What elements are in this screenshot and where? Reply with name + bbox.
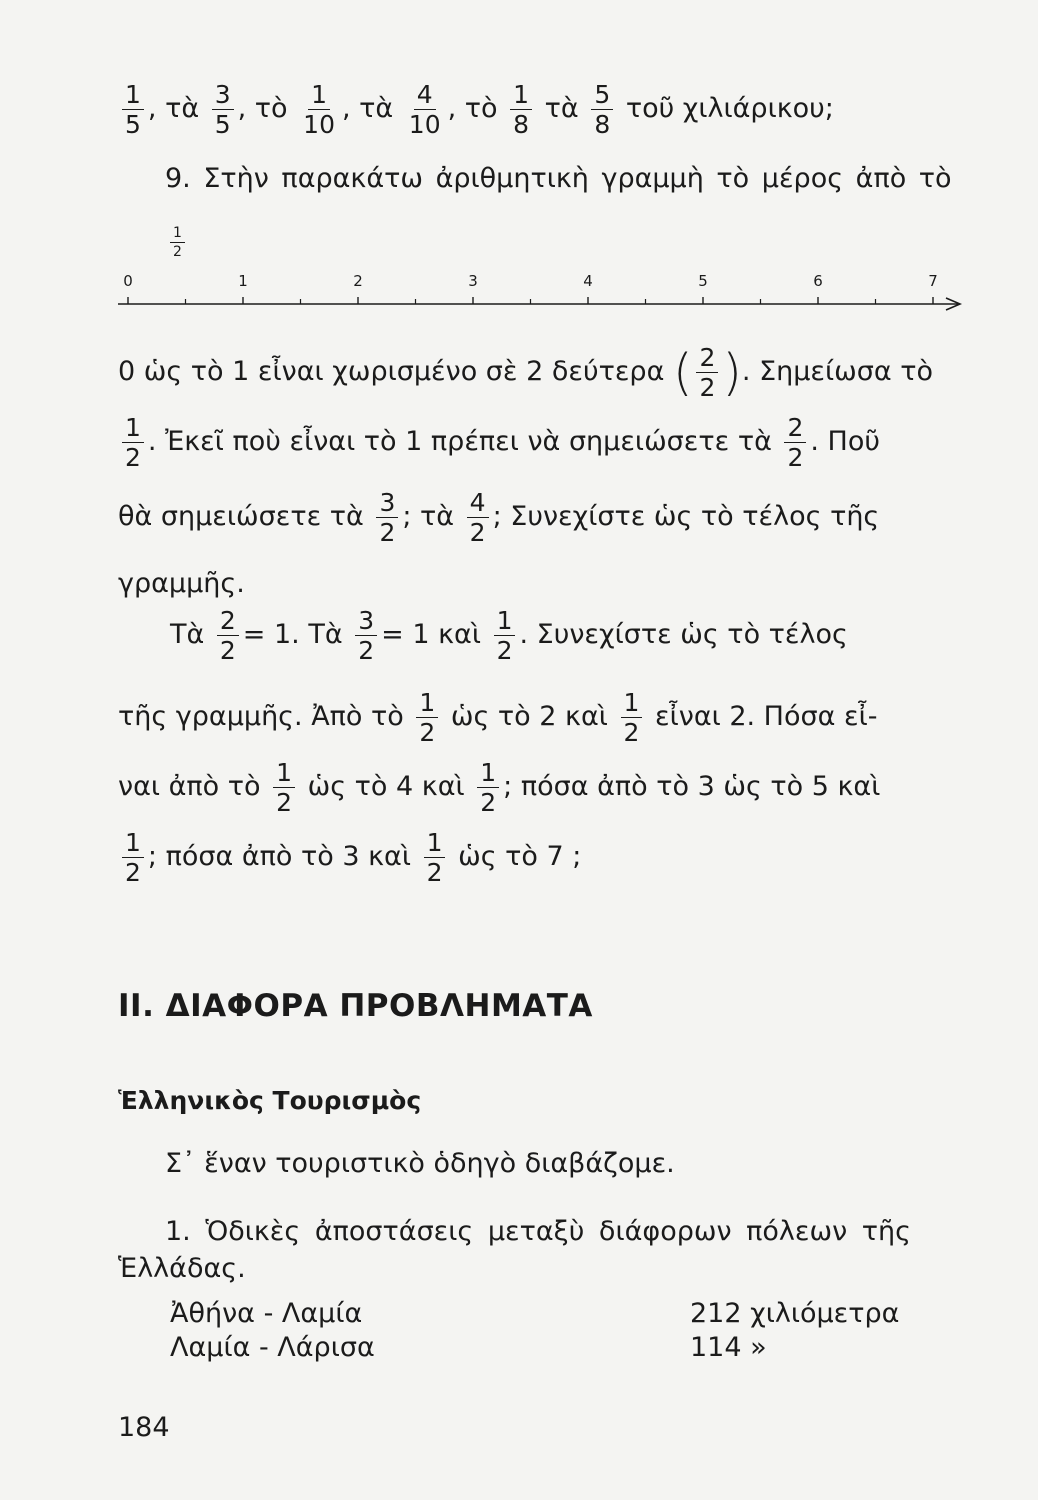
small-half-fraction: $\frac{1}{2}$	[166, 226, 189, 259]
text-line: 0 ὡς τὸ 1 εἶναι χωρισμένο σὲ 2 δεύτερα ( $\frac{2}{2}$ ). Σημείωσα τὸ	[118, 343, 934, 402]
paragraph: Ἑλλάδας.	[118, 1253, 246, 1284]
fraction: $\frac{1}{10}$	[303, 80, 335, 139]
exercise-9-text: 9. Στὴν παρακάτω ἀριθμητικὴ γραμμὴ τὸ μέρος ἀπὸ τὸ	[165, 163, 952, 194]
text-line: τῆς γραμμῆς. Ἀπὸ τὸ $\frac{1}{2}$ ὡς τὸ 2 καὶ $\frac{1}{2}$ εἶναι 2. Πόσα εἶ-	[118, 688, 878, 747]
fraction: $\frac{1}{2}$	[477, 760, 499, 815]
distance-value: 114 »	[690, 1332, 767, 1363]
paragraph: Σ᾽ ἕναν τουριστικὸ ὁδηγὸ διαβάζομε.	[165, 1148, 675, 1179]
number-line-label: 1	[238, 272, 248, 290]
text-line: γραμμῆς.	[118, 568, 245, 599]
distance-value: 212 χιλιόμετρα	[690, 1298, 900, 1329]
fraction: $\frac{2}{2}$	[784, 415, 806, 470]
fraction: $\frac{2}{2}$	[696, 345, 718, 400]
number-line-label: 4	[583, 272, 593, 290]
number-line-label: 5	[698, 272, 708, 290]
section-heading: II. ΔΙΑΦΟΡΑ ΠΡΟΒΛΗΜΑΤΑ	[118, 988, 593, 1024]
fraction: $\frac{5}{8}$	[591, 82, 613, 137]
fraction: $\frac{4}{2}$	[467, 490, 489, 545]
text-line: $\frac{1}{2}$ ; πόσα ἀπὸ τὸ 3 καὶ $\frac{1}{2}$ ὡς τὸ 7 ;	[118, 830, 581, 885]
distance-route: Ἀθήνα - Λαμία	[170, 1298, 363, 1329]
number-line-label: 7	[928, 272, 938, 290]
fraction: $\frac{1}{2}$	[122, 830, 144, 885]
text-line: θὰ σημειώσετε τὰ $\frac{3}{2}$ ; τὰ $\frac{4}{2}$ ; Συνεχίστε ὡς τὸ τέλος τῆς	[118, 488, 880, 547]
fraction: $\frac{1}{2}$	[122, 415, 144, 470]
fraction: $\frac{3}{2}$	[376, 490, 398, 545]
text-line: Τὰ $\frac{2}{2}$ = 1. Τὰ $\frac{3}{2}$ = 1 καὶ $\frac{1}{2}$ . Συνεχίστε ὡς τὸ τέλος	[170, 606, 848, 665]
distance-route: Λαμία - Λάρισα	[170, 1332, 375, 1363]
fraction: $\frac{1}{2}$	[273, 760, 295, 815]
number-line-label: 6	[813, 272, 823, 290]
number-line-label: 2	[353, 272, 363, 290]
paragraph: 1. Ὁδικὲς ἀποστάσεις μεταξὺ διάφορων πόλεων τῆς	[165, 1216, 911, 1247]
fraction: $\frac{3}{2}$	[355, 608, 377, 663]
fraction: $\frac{1}{2}$	[494, 608, 516, 663]
fractions-line: $\frac{1}{5}$ , τὰ $\frac{3}{5}$ , τὸ $\frac{1}{10}$ , τὰ $\frac{4}{10}$ , τὸ $\frac{1}{8}$ τὰ $\frac{5}{8}$ τοῦ χιλιάρικου;	[118, 82, 834, 137]
fraction: $\frac{4}{10}$	[408, 80, 441, 139]
fraction: $\frac{1}{2}$	[424, 830, 446, 885]
fraction: $\frac{1}{5}$	[122, 82, 144, 137]
page-number: 184	[118, 1412, 170, 1443]
number-line-label: 3	[468, 272, 478, 290]
fraction: $\frac{2}{2}$	[217, 608, 239, 663]
fraction: $\frac{1}{2}$	[621, 690, 643, 745]
fraction: $\frac{3}{5}$	[212, 82, 234, 137]
section-subheading: Ἑλληνικὸς Τουρισμὸς	[118, 1086, 422, 1115]
text-line: $\frac{1}{2}$ . Ἐκεῖ ποὺ εἶναι τὸ 1 πρέπει νὰ σημειώσετε τὰ $\frac{2}{2}$ . Ποῦ	[118, 415, 880, 470]
fraction: $\frac{1}{8}$	[510, 82, 532, 137]
fraction: $\frac{1}{2}$	[416, 690, 438, 745]
number-line	[118, 268, 978, 328]
number-line-label: 0	[123, 272, 133, 290]
number-line-svg	[118, 268, 978, 328]
text-line: ναι ἀπὸ τὸ $\frac{1}{2}$ ὡς τὸ 4 καὶ $\frac{1}{2}$ ; πόσα ἀπὸ τὸ 3 ὡς τὸ 5 καὶ	[118, 758, 881, 817]
